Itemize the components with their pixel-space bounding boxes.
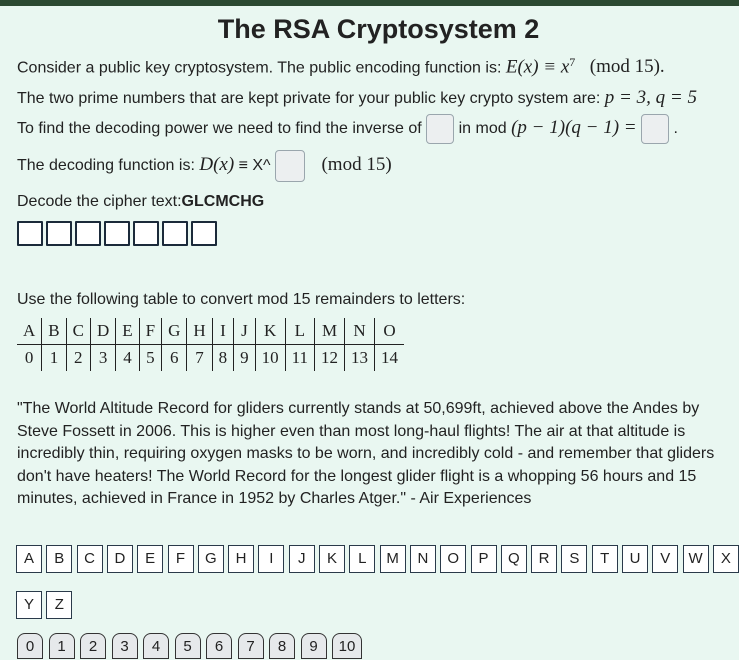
number-tile-9[interactable]: 9 — [301, 633, 327, 659]
answer-slot[interactable] — [46, 221, 72, 246]
table-number-cell: 13 — [345, 345, 375, 372]
number-tile-10[interactable]: 10 — [332, 633, 362, 659]
decoding-power-input[interactable] — [275, 150, 305, 182]
letter-tile-r[interactable]: R — [531, 545, 557, 573]
number-tile-6[interactable]: 6 — [206, 633, 232, 659]
letter-tile-f[interactable]: F — [168, 545, 194, 573]
inverse-text-mod: in mod — [458, 120, 507, 138]
table-letter-cell: B — [42, 318, 66, 345]
letter-tile-m[interactable]: M — [380, 545, 406, 573]
decoding-formula: D(x) — [199, 154, 235, 176]
table-letter-cell: N — [345, 318, 375, 345]
primes-text: The two prime numbers that are kept private for your public key crypto system are: — [17, 90, 605, 107]
table-letter-cell: D — [90, 318, 115, 345]
table-number-cell: 7 — [187, 345, 212, 372]
table-letter-cell: F — [139, 318, 161, 345]
table-letter-cell: H — [187, 318, 212, 345]
table-letter-cell: L — [285, 318, 314, 345]
answer-slot[interactable] — [133, 221, 159, 246]
table-number-cell: 3 — [90, 345, 115, 372]
letter-tile-h[interactable]: H — [228, 545, 254, 573]
table-number-cell: 2 — [66, 345, 90, 372]
decoding-line — [17, 150, 392, 182]
decoding-mod: (mod 15) — [321, 154, 392, 176]
inverse-of-input[interactable] — [426, 114, 454, 144]
table-number-cell: 12 — [315, 345, 345, 372]
table-letter-cell: G — [162, 318, 187, 345]
table-number-cell: 4 — [116, 345, 139, 372]
table-letter-cell: C — [66, 318, 90, 345]
encoding-mod: (mod 15). — [589, 56, 665, 78]
letter-tile-j[interactable]: J — [289, 545, 315, 573]
cipher-line — [17, 193, 264, 211]
table-number-cell: 0 — [17, 345, 42, 372]
table-letter-cell: O — [375, 318, 405, 345]
number-tile-8[interactable]: 8 — [269, 633, 295, 659]
encoding-line — [17, 55, 665, 78]
decoding-text: The decoding function is: — [17, 157, 200, 175]
encoding-text: Consider a public key cryptosystem. The public encoding function is: — [17, 59, 506, 77]
inverse-line: To find the decoding power we need to find the inverse of in mod (p − 1)(q − 1) = . — [17, 114, 678, 144]
table-number-cell: 5 — [139, 345, 161, 372]
table-letter-cell: A — [17, 318, 42, 345]
number-tile-7[interactable]: 7 — [238, 633, 264, 659]
number-tile-5[interactable]: 5 — [175, 633, 201, 659]
number-tile-4[interactable]: 4 — [143, 633, 169, 659]
table-number-cell: 6 — [162, 345, 187, 372]
cipher-text: GLCMCHG — [181, 193, 265, 210]
letter-tile-g[interactable]: G — [198, 545, 224, 573]
letter-tile-o[interactable]: O — [440, 545, 466, 573]
cipher-label: Decode the cipher text: — [17, 193, 182, 210]
letter-tile-b[interactable]: B — [46, 545, 72, 573]
number-tile-1[interactable]: 1 — [49, 633, 75, 659]
letter-tile-v[interactable]: V — [652, 545, 678, 573]
number-tile-3[interactable]: 3 — [112, 633, 138, 659]
letter-tile-u[interactable]: U — [622, 545, 648, 573]
letter-tile-y[interactable]: Y — [16, 591, 42, 619]
letter-tile-t[interactable]: T — [592, 545, 618, 573]
letters-row — [17, 318, 404, 345]
page-title: The RSA Cryptosystem 2 — [217, 14, 540, 44]
encoding-formula: E(x) ≡ x — [505, 56, 570, 78]
letter-tile-e[interactable]: E — [137, 545, 163, 573]
table-number-cell: 9 — [234, 345, 256, 372]
answer-slot[interactable] — [162, 221, 188, 246]
top-bar — [0, 0, 739, 6]
conversion-table — [17, 318, 404, 371]
table-number-cell: 11 — [285, 345, 314, 372]
table-letter-cell: M — [315, 318, 345, 345]
primes-line — [17, 87, 697, 109]
letter-tile-a[interactable]: A — [16, 545, 42, 573]
inverse-formula: (p − 1)(q − 1) = — [511, 117, 637, 139]
numbers-row — [17, 345, 404, 372]
answer-boxes — [17, 221, 220, 251]
table-letter-cell: I — [212, 318, 234, 345]
letter-tile-s[interactable]: S — [561, 545, 587, 573]
letter-tile-l[interactable]: L — [349, 545, 375, 573]
letter-tile-k[interactable]: K — [319, 545, 345, 573]
letter-tile-n[interactable]: N — [410, 545, 436, 573]
decoding-eq: ≡ X^ — [234, 157, 271, 175]
letter-tile-i[interactable]: I — [258, 545, 284, 573]
table-letter-cell: K — [255, 318, 285, 345]
table-intro: Use the following table to convert mod 15 remainders to letters: — [17, 291, 466, 308]
table-letter-cell: E — [116, 318, 139, 345]
letter-tile-d[interactable]: D — [107, 545, 133, 573]
table-letter-cell: J — [234, 318, 256, 345]
modulus-input[interactable] — [641, 114, 669, 144]
table-number-cell: 8 — [212, 345, 234, 372]
letter-tile-z[interactable]: Z — [46, 591, 72, 619]
table-number-cell: 1 — [42, 345, 66, 372]
number-tile-0[interactable]: 0 — [17, 633, 43, 659]
answer-slot[interactable] — [104, 221, 130, 246]
encoding-exponent: 7 — [569, 55, 576, 69]
table-number-cell: 10 — [255, 345, 285, 372]
answer-slot[interactable] — [17, 221, 43, 246]
answer-slot[interactable] — [75, 221, 101, 246]
inverse-text: To find the decoding power we need to find the inverse of — [17, 120, 422, 138]
letter-tile-x[interactable]: X — [713, 545, 739, 573]
letter-tile-q[interactable]: Q — [501, 545, 527, 573]
letter-tile-p[interactable]: P — [471, 545, 497, 573]
table-number-cell: 14 — [381, 348, 399, 367]
letter-tile-c[interactable]: C — [77, 545, 103, 573]
number-tile-2[interactable]: 2 — [80, 633, 106, 659]
answer-slot[interactable] — [191, 221, 217, 246]
letter-tile-w[interactable]: W — [683, 545, 709, 573]
primes-formula: p = 3, q = 5 — [604, 87, 697, 108]
quote-paragraph: "The World Altitude Record for gliders currently stands at 50,699ft, achieved above the Andes by Steve Fossett in 2006. This is higher even than most long-haul flights! The air at that altitude is incredibly thin, requiring oxygen masks to be worn, and incredibly cold - and remember that gliders don't have heaters! The World Record for the longest glider flight is a whopping 56 hours and 15 minutes, achieved in France in 1952 by Charles Atger." - Air Experiences — [17, 400, 715, 507]
